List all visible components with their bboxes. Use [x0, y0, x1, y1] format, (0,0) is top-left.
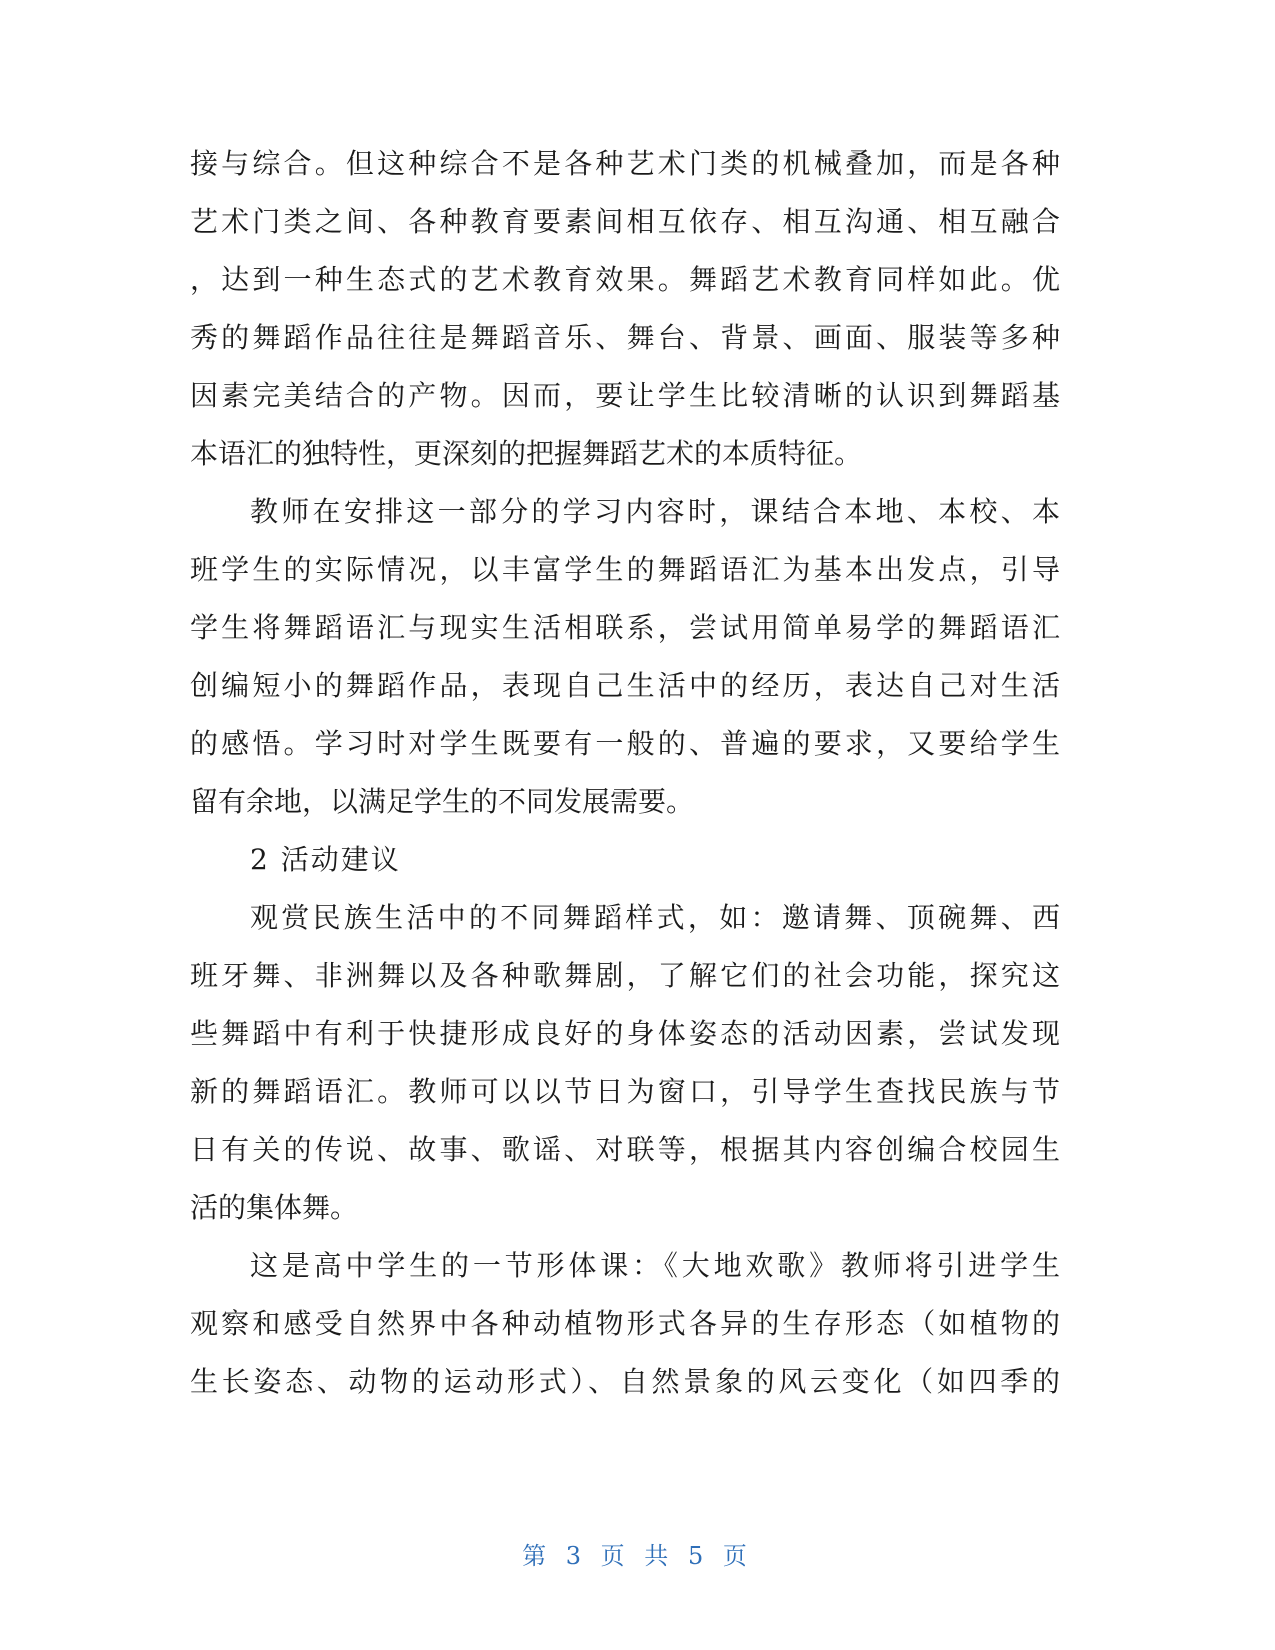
text-line: 班牙舞、非洲舞以及各种歌舞剧，了解它们的社会功能，探究这 — [190, 959, 1060, 992]
text-line: 学生将舞蹈语汇与现实生活相联系，尝试用简单易学的舞蹈语汇 — [190, 611, 1060, 644]
text-line: 些舞蹈中有利于快捷形成良好的身体姿态的活动因素，尝试发现 — [190, 1017, 1060, 1050]
text-line: 的感悟。学习时对学生既要有一般的、普遍的要求，又要给学生 — [190, 727, 1060, 760]
text-line: ，达到一种生态式的艺术教育效果。舞蹈艺术教育同样如此。优 — [190, 263, 1060, 296]
text-line: 创编短小的舞蹈作品，表现自己生活中的经历，表达自己对生活 — [190, 669, 1060, 702]
text-line: 教师在安排这一部分的学习内容时，课结合本地、本校、本 — [250, 495, 1060, 528]
text-line: 接与综合。但这种综合不是各种艺术门类的机械叠加，而是各种 — [190, 147, 1060, 180]
section-heading: 2 活动建议 — [250, 843, 401, 876]
text-line: 本语汇的独特性，更深刻的把握舞蹈艺术的本质特征。 — [190, 437, 863, 470]
text-line: 班学生的实际情况，以丰富学生的舞蹈语汇为基本出发点，引导 — [190, 553, 1060, 586]
text-line: 生长姿态、动物的运动形式）、自然景象的风云变化（如四季的 — [190, 1365, 1060, 1398]
text-line: 艺术门类之间、各种教育要素间相互依存、相互沟通、相互融合 — [190, 205, 1060, 238]
text-line: 因素完美结合的产物。因而，要让学生比较清晰的认识到舞蹈基 — [190, 379, 1060, 412]
text-line: 新的舞蹈语汇。教师可以以节日为窗口，引导学生查找民族与节 — [190, 1075, 1060, 1108]
text-line: 活的集体舞。 — [190, 1191, 359, 1224]
text-line: 日有关的传说、故事、歌谣、对联等，根据其内容创编合校园生 — [190, 1133, 1060, 1166]
text-line: 这是高中学生的一节形体课：《大地欢歌》教师将引进学生 — [250, 1249, 1060, 1282]
text-line: 观赏民族生活中的不同舞蹈样式，如：邀请舞、顶碗舞、西 — [250, 901, 1060, 934]
text-line: 留有余地，以满足学生的不同发展需要。 — [190, 785, 695, 818]
text-line: 观察和感受自然界中各种动植物形式各异的生存形态（如植物的 — [190, 1307, 1060, 1340]
text-line: 秀的舞蹈作品往往是舞蹈音乐、舞台、背景、画面、服装等多种 — [190, 321, 1060, 354]
page-number-footer: 第 3 页 共 5 页 — [522, 1542, 753, 1570]
